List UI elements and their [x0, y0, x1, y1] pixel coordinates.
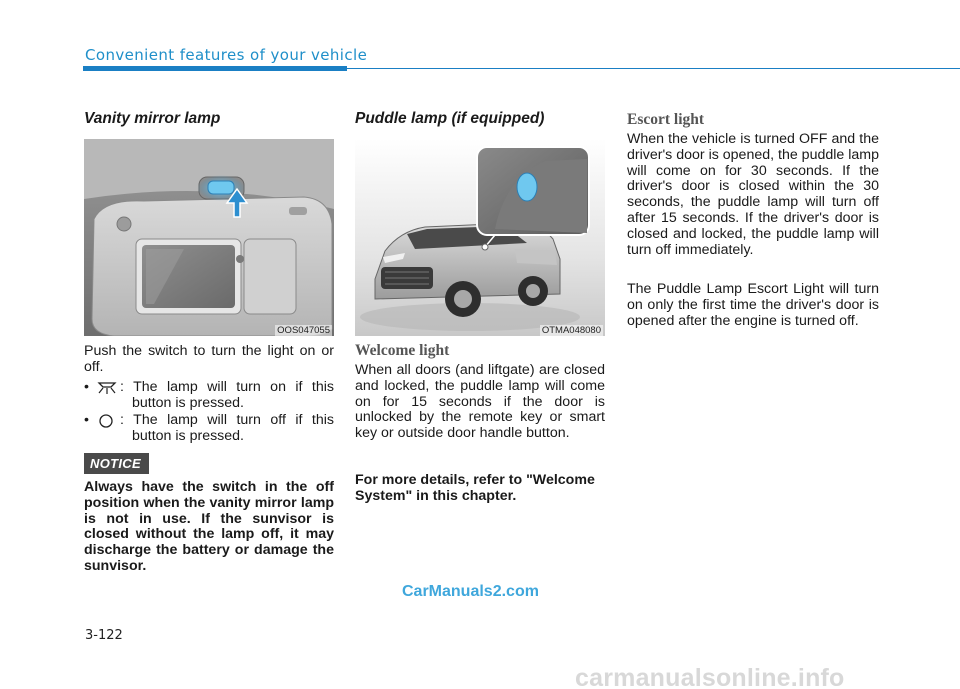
sunvisor-illustration — [84, 139, 334, 336]
bullet-lamp-off-line2: button is pressed. — [132, 428, 244, 444]
header-accent-bar — [83, 66, 347, 71]
bullet-lamp-on-line2: button is pressed. — [132, 395, 244, 411]
notice-text: Always have the switch in the off position when the vanity mirror lamp is not in use. If the sunvisor is closed without the lamp off, it may discharge the battery or damage the sunvisor. — [84, 479, 334, 574]
puddle-lamp-figure — [355, 139, 605, 336]
lamp-off-icon — [97, 413, 115, 429]
vanity-mirror-title: Vanity mirror lamp — [84, 110, 221, 127]
figure-code-vanity: OOS047055 — [277, 325, 330, 336]
section-header-title: Convenient features of your vehicle — [85, 46, 368, 64]
escort-light-para2: The Puddle Lamp Escort Light will turn on only the first time the driver's door is opened after the engine is turned off. — [627, 281, 879, 329]
page-number: 3-122 — [85, 628, 123, 643]
suv-illustration — [355, 139, 605, 336]
notice-badge: NOTICE — [84, 453, 149, 474]
vanity-intro-text: Push the switch to turn the light on or off. — [84, 343, 334, 375]
watermark-bottom: carmanualsonline.info — [575, 664, 845, 689]
escort-light-para1: When the vehicle is turned OFF and the driver's door is opened, the puddle lamp will come on for 30 seconds. If the driver's door is closed within the 30 seconds, the puddle lamp will turn off after 15 seconds. If the driver's door is closed and locked, the puddle lamp will turn off immediately. — [627, 131, 879, 258]
watermark-top: CarManuals2.com — [402, 583, 539, 600]
lamp-on-icon — [96, 381, 118, 395]
puddle-lamp-title: Puddle lamp (if equipped) — [355, 110, 545, 127]
bullet-lamp-on-line1: : The lamp will turn on if this — [120, 379, 334, 395]
header-rule — [347, 68, 960, 69]
welcome-light-title: Welcome light — [355, 342, 450, 359]
bullet-lamp-off-line1: : The lamp will turn off if this — [120, 412, 334, 428]
welcome-light-text: When all doors (and liftgate) are closed and locked, the puddle lamp will come on for 15 seconds if the door is unlocked by the remote key or smart key or outside door handle button. — [355, 362, 605, 442]
figure-code-puddle: OTMA048080 — [541, 325, 601, 336]
escort-light-title: Escort light — [627, 111, 705, 128]
more-details-text: For more details, refer to "Welcome System" in this chapter. — [355, 472, 595, 504]
vanity-mirror-figure — [84, 139, 334, 336]
